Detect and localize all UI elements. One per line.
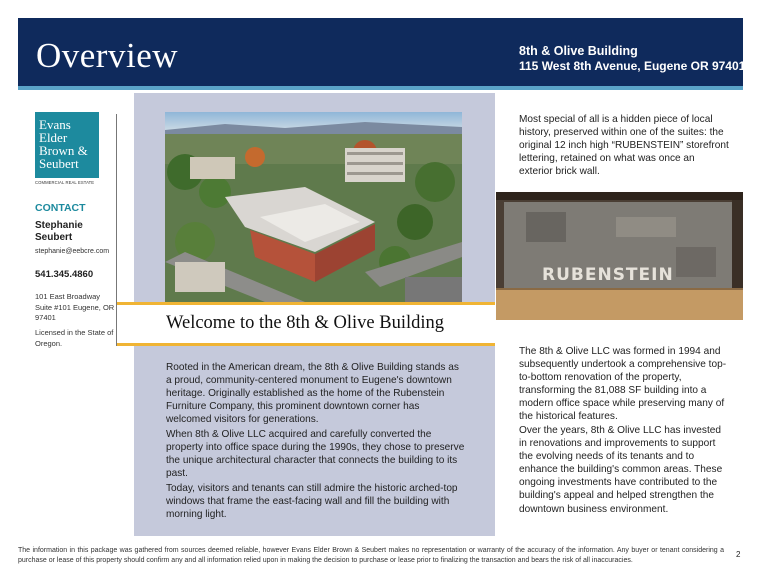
building-address: 115 West 8th Avenue, Eugene OR 97401: [519, 59, 746, 73]
header-stripe: [18, 86, 743, 90]
company-logo: [35, 112, 99, 178]
contact-license: Licensed in the State of Oregon.: [35, 328, 114, 348]
logo-line-2: Elder: [39, 130, 68, 145]
logo-line-3: Brown &: [39, 143, 88, 158]
right-paragraph-1: The 8th & Olive LLC was formed in 1994 and subsequently undertook a comprehensive top-to-bottom renovation of the property, transforming the 81,088 SF building into a modern office space while preserving many of the historical features.: [519, 346, 727, 423]
rubenstein-wall-photo: [496, 192, 743, 320]
contact-heading: CONTACT: [35, 202, 86, 214]
welcome-heading: Welcome to the 8th & Olive Building: [166, 313, 445, 333]
rubenstein-lettering: RUBENSTEIN: [542, 265, 674, 285]
main-paragraph-3: Today, visitors and tenants can still admire the historic arched-top windows that frame the east-facing wall and fill the building with morning light.: [166, 483, 458, 521]
footer-disclaimer: The information in this package was gathered from sources deemed reliable, however Evans Elder Brown & Seubert makes no representation or warranty of the accuracy of the information. Any buyer or tenant considering a purchase or lease of this property should confirm any and all information relied upon in making the decision to purchase or lease prior to finalizing the transaction and bears the risk of all inaccuracies.: [18, 547, 724, 564]
aerial-photo: [165, 112, 462, 302]
page-title: Overview: [36, 36, 179, 75]
right-intro: Most special of all is a hidden piece of local history, preserved within one of the suites: the original 12 inch high “RUBENSTEIN” storefront lettering, retained on what was once an exterior brick wall.: [519, 114, 729, 178]
page-number: 2: [736, 550, 741, 559]
main-paragraph-1: Rooted in the American dream, the 8th & Olive Building stands as a proud, community-centered monument to Eugene's downtown heritage. Originally established as the home of the Rubenstein Furniture Company, this prominent downtown corner has welcomed visitors for generations.: [166, 362, 459, 426]
main-paragraph-2: When 8th & Olive LLC acquired and carefully converted the property into office space during the 1990s, they chose to preserve the unique architectural character that connects the building to its past.: [166, 429, 465, 480]
logo-line-1: Evans: [39, 117, 71, 132]
logo-subtitle: COMMERCIAL REAL ESTATE: [35, 180, 95, 185]
contact-email[interactable]: stephanie@eebcre.com: [35, 248, 110, 255]
contact-address: 101 East Broadway Suite #101 Eugene, OR 97401: [35, 292, 115, 322]
logo-line-4: Seubert: [39, 156, 79, 171]
contact-phone[interactable]: 541.345.4860: [35, 269, 94, 280]
right-paragraph-2: Over the years, 8th & Olive LLC has invested in renovations and improvements to support the evolving needs of its tenants and to enhance the building's common areas. These ongoing investments have contributed to the building's appeal and helped strengthen the downtown business environment.: [519, 425, 723, 515]
contact-name: Stephanie Seubert: [35, 220, 83, 243]
building-name: 8th & Olive Building: [519, 44, 638, 58]
